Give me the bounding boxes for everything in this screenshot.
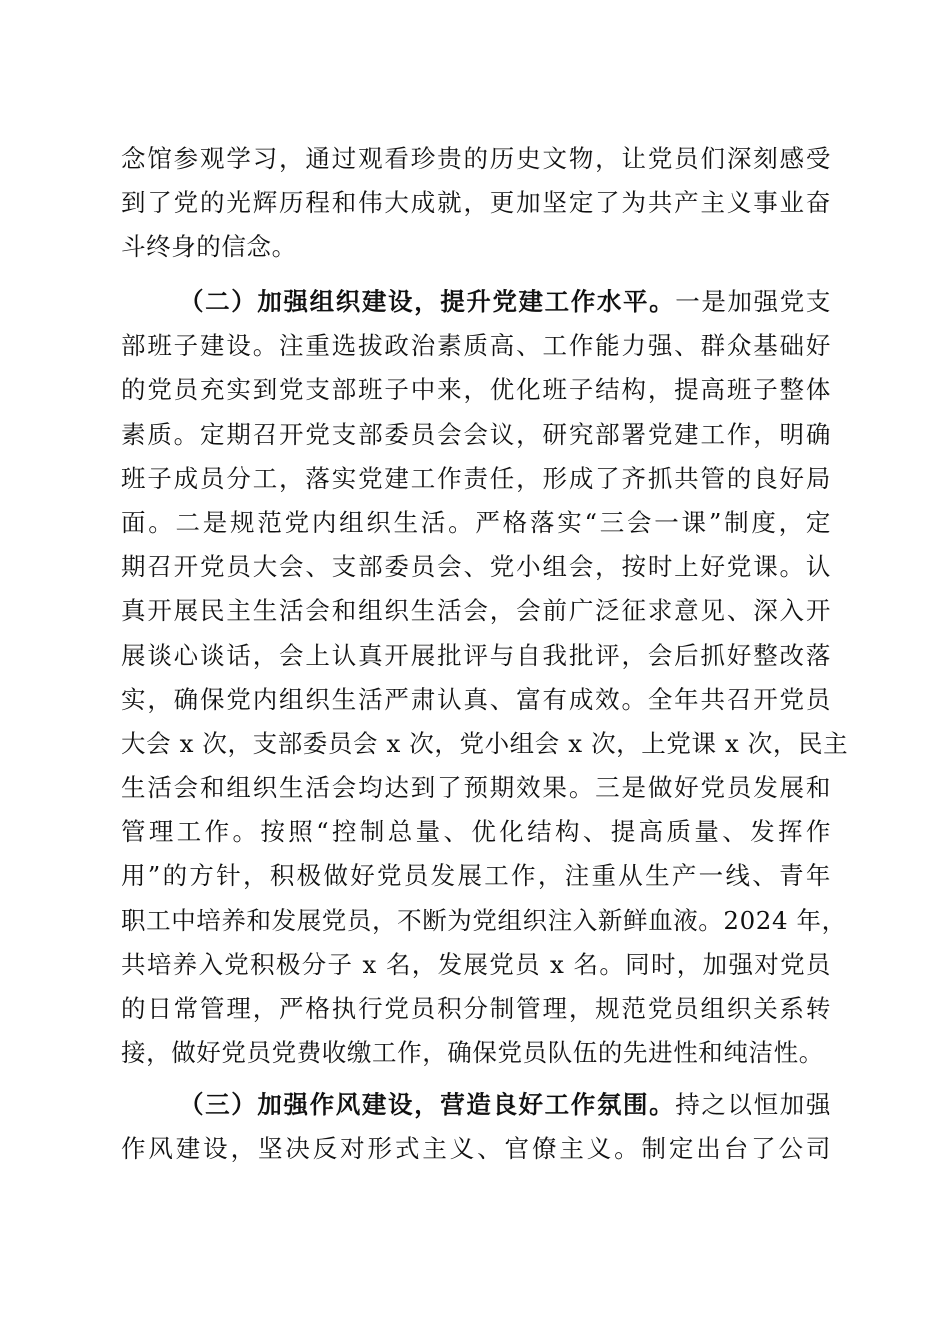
paragraph-organization-building	[121, 280, 849, 1075]
text-line: 部班子建设。注重选拔政治素质高、工作能力强、群众基础好	[121, 331, 831, 361]
text-line: 生活会和组织生活会均达到了预期效果。三是做好党员发展和	[121, 773, 831, 803]
text-line: 斗终身的信念。	[121, 232, 297, 262]
text-line: 素质。定期召开党支部委员会会议，研究部署党建工作，明确	[121, 419, 831, 449]
text-line: 展谈心谈话，会上认真开展批评与自我批评，会后抓好整改落	[121, 640, 831, 670]
text-line: 作风建设，坚决反对形式主义、官僚主义。制定出台了公司	[121, 1134, 831, 1164]
text-fragment: 持之以恒加强	[675, 1090, 831, 1119]
text-line: 接，做好党员党费收缴工作，确保党员队伍的先进性和纯洁性。	[121, 1038, 824, 1068]
text-line: 班子成员分工，落实党建工作责任，形成了齐抓共管的良好局	[121, 463, 831, 493]
section-heading: （二）加强组织建设，提升党建工作水平。	[179, 287, 676, 316]
paragraph-continuation	[121, 137, 831, 270]
text-line: 管理工作。按照“控制总量、优化结构、提高质量、发挥作	[121, 817, 831, 847]
text-line: 的党员充实到党支部班子中来，优化班子结构，提高班子整体	[121, 375, 831, 405]
paragraph-work-style-building	[121, 1083, 831, 1171]
text-line	[121, 280, 831, 324]
text-line: 面。二是规范党内组织生活。严格落实“三会一课”制度，定	[121, 507, 831, 537]
text-line: 共培养入党积极分子 x 名，发展党员 x 名。同时，加强对党员	[121, 949, 831, 979]
text-line: 真开展民主生活会和组织生活会，会前广泛征求意见、深入开	[121, 596, 831, 626]
text-line: 大会 x 次，支部委员会 x 次，党小组会 x 次，上党课 x 次，民主	[121, 728, 849, 758]
text-fragment: 一是加强党支	[675, 287, 831, 316]
text-line: 职工中培养和发展党员，不断为党组织注入新鲜血液。2024 年，	[121, 905, 847, 935]
text-line: 的日常管理，严格执行党员积分制管理，规范党员组织关系转	[121, 994, 831, 1023]
section-heading: （三）加强作风建设，营造良好工作氛围。	[179, 1090, 676, 1119]
text-line: 用”的方针，积极做好党员发展工作，注重从生产一线、青年	[121, 861, 831, 891]
text-line: 期召开党员大会、支部委员会、党小组会，按时上好党课。认	[121, 552, 831, 582]
text-line: 念馆参观学习，通过观看珍贵的历史文物，让党员们深刻感受	[121, 144, 831, 173]
text-line	[121, 1083, 831, 1127]
text-line: 到了党的光辉历程和伟大成就，更加坚定了为共产主义事业奋	[121, 188, 831, 218]
text-line: 实，确保党内组织生活严肃认真、富有成效。全年共召开党员	[121, 684, 831, 714]
